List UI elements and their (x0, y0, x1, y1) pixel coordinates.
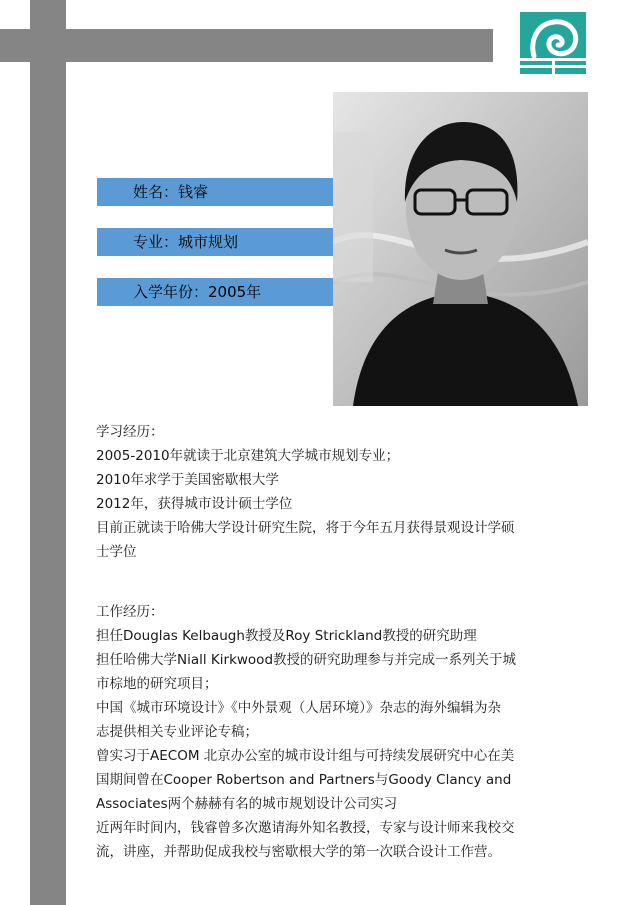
profile-name-bar: 姓名：钱睿 (97, 178, 333, 206)
study-section (96, 420, 590, 564)
study-line: 目前正就读于哈佛大学设计研究生院，将于今年五月获得景观设计学硕 (96, 520, 515, 536)
decorative-vertical-bar (30, 0, 66, 905)
work-line: 近两年时间内，钱睿曾多次邀请海外知名教授，专家与设计师来我校交 (96, 820, 515, 836)
work-line: 志提供相关专业评论专稿； (96, 724, 258, 740)
work-line: 市棕地的研究项目； (96, 676, 218, 692)
profile-year-bar: 入学年份：2005年 (97, 278, 333, 306)
work-line: 担任哈佛大学Niall Kirkwood教授的研究助理参与并完成一系列关于城 (96, 652, 517, 668)
work-line: Associates两个赫赫有名的城市规划设计公司实习 (96, 796, 398, 812)
study-line: 2005-2010年就读于北京建筑大学城市规划专业； (96, 448, 400, 464)
profile-major-bar: 专业：城市规划 (97, 228, 333, 256)
study-line: 士学位 (96, 544, 137, 560)
study-heading: 学习经历： (96, 424, 164, 440)
work-line: 曾实习于AECOM 北京办公室的城市设计组与可持续发展研究中心在美 (96, 748, 515, 764)
work-line: 国期间曾在Cooper Robertson and Partners与Goody Clancy and (96, 772, 512, 788)
study-line: 2012年，获得城市设计硕士学位 (96, 496, 293, 512)
work-line: 担任Douglas Kelbaugh教授及Roy Strickland教授的研究助理 (96, 628, 477, 644)
work-section (96, 600, 590, 864)
spiral-logo-icon (520, 12, 586, 74)
decorative-horizontal-bar (0, 29, 493, 62)
study-line: 2010年求学于美国密歇根大学 (96, 472, 279, 488)
portrait-photo (333, 92, 588, 406)
work-line: 流，讲座，并帮助促成我校与密歇根大学的第一次联合设计工作营。 (96, 844, 501, 860)
work-line: 中国《城市环境设计》《中外景观（人居环境）》杂志的海外编辑为杂 (96, 700, 501, 716)
work-heading: 工作经历： (96, 604, 164, 620)
